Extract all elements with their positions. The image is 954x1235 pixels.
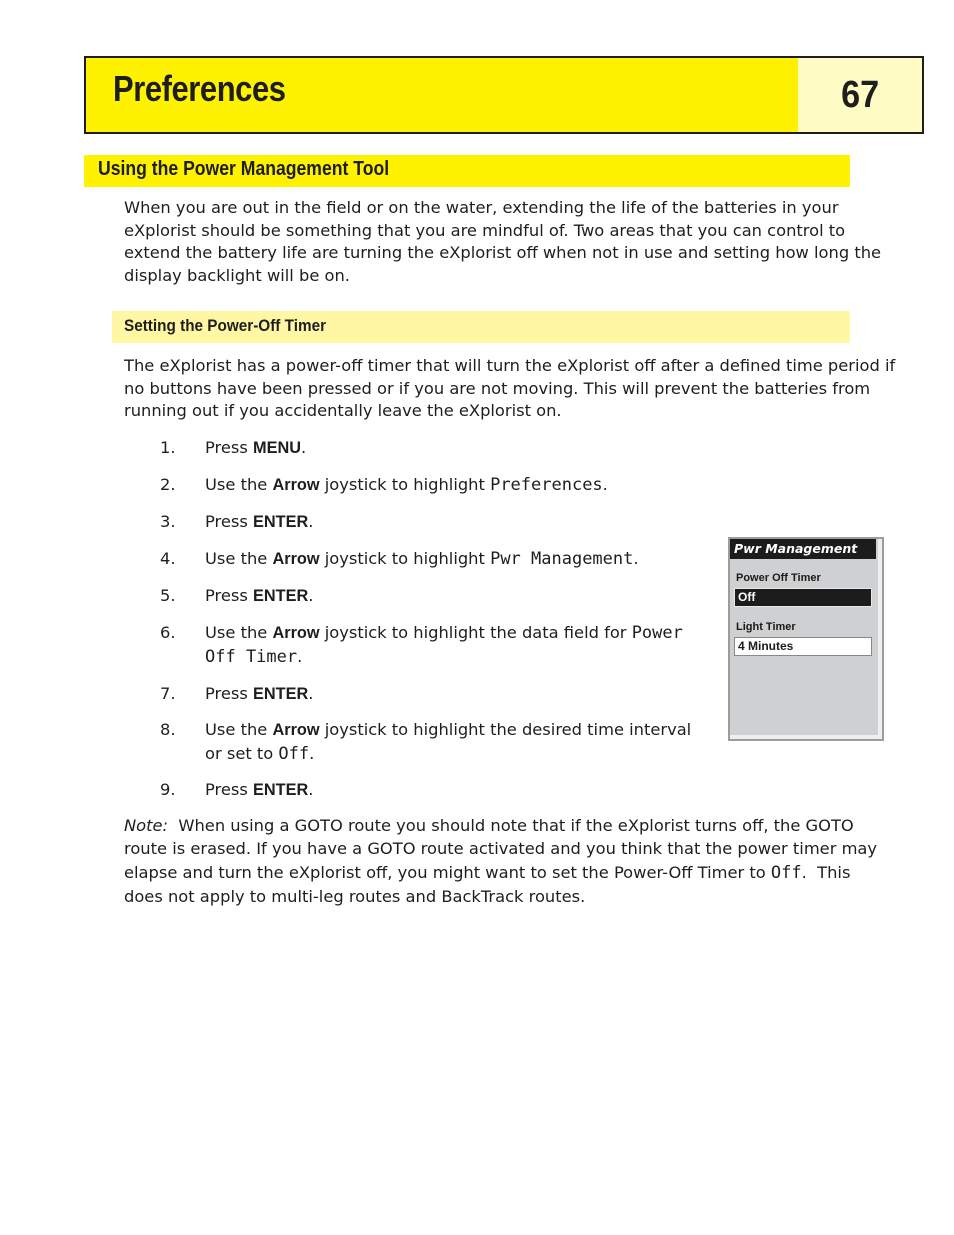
intro-paragraph: When you are out in the field or on the water, extending the life of the batteries in your eXplorist should be something that you are mindful of. Two areas that you can control to extend the battery life are turning the eXplorist off when not in use and setting how long the display backlight will be on. — [124, 198, 882, 286]
light-timer-field: 4 Minutes — [734, 637, 872, 656]
note-paragraph: Note: When using a GOTO route you should note that if the eXplorist turns off, the GOTO route is erased. If you have a GOTO route activated and you think that the power timer may elapse and turn the eXplorist off, you might want to set the Power-Off Timer to Off. This does not apply to multi-leg routes and BackTrack routes. — [124, 816, 878, 906]
page-title: Preferences — [113, 68, 286, 109]
section-title: Using the Power Management Tool — [98, 158, 390, 180]
light-timer-label: Light Timer — [736, 621, 796, 633]
power-off-timer-field: Off — [734, 588, 872, 607]
subsection-heading — [112, 311, 850, 343]
device-screen-title: Pwr Management — [730, 539, 876, 559]
page-number: 67 — [840, 73, 880, 116]
note-label: Note: — [124, 816, 169, 835]
page-header — [84, 56, 924, 134]
section-heading — [84, 155, 850, 187]
device-screen-image — [728, 537, 884, 741]
power-off-timer-label: Power Off Timer — [736, 572, 821, 584]
subsection-paragraph: The eXplorist has a power-off timer that will turn the eXplorist off after a defined time period if no buttons have been pressed or if you are not moving. This will prevent the batteries from running out if you accidentally leave the eXplorist on. — [124, 356, 896, 421]
subsection-title: Setting the Power-Off Timer — [124, 316, 327, 335]
page-number-box — [798, 58, 922, 132]
